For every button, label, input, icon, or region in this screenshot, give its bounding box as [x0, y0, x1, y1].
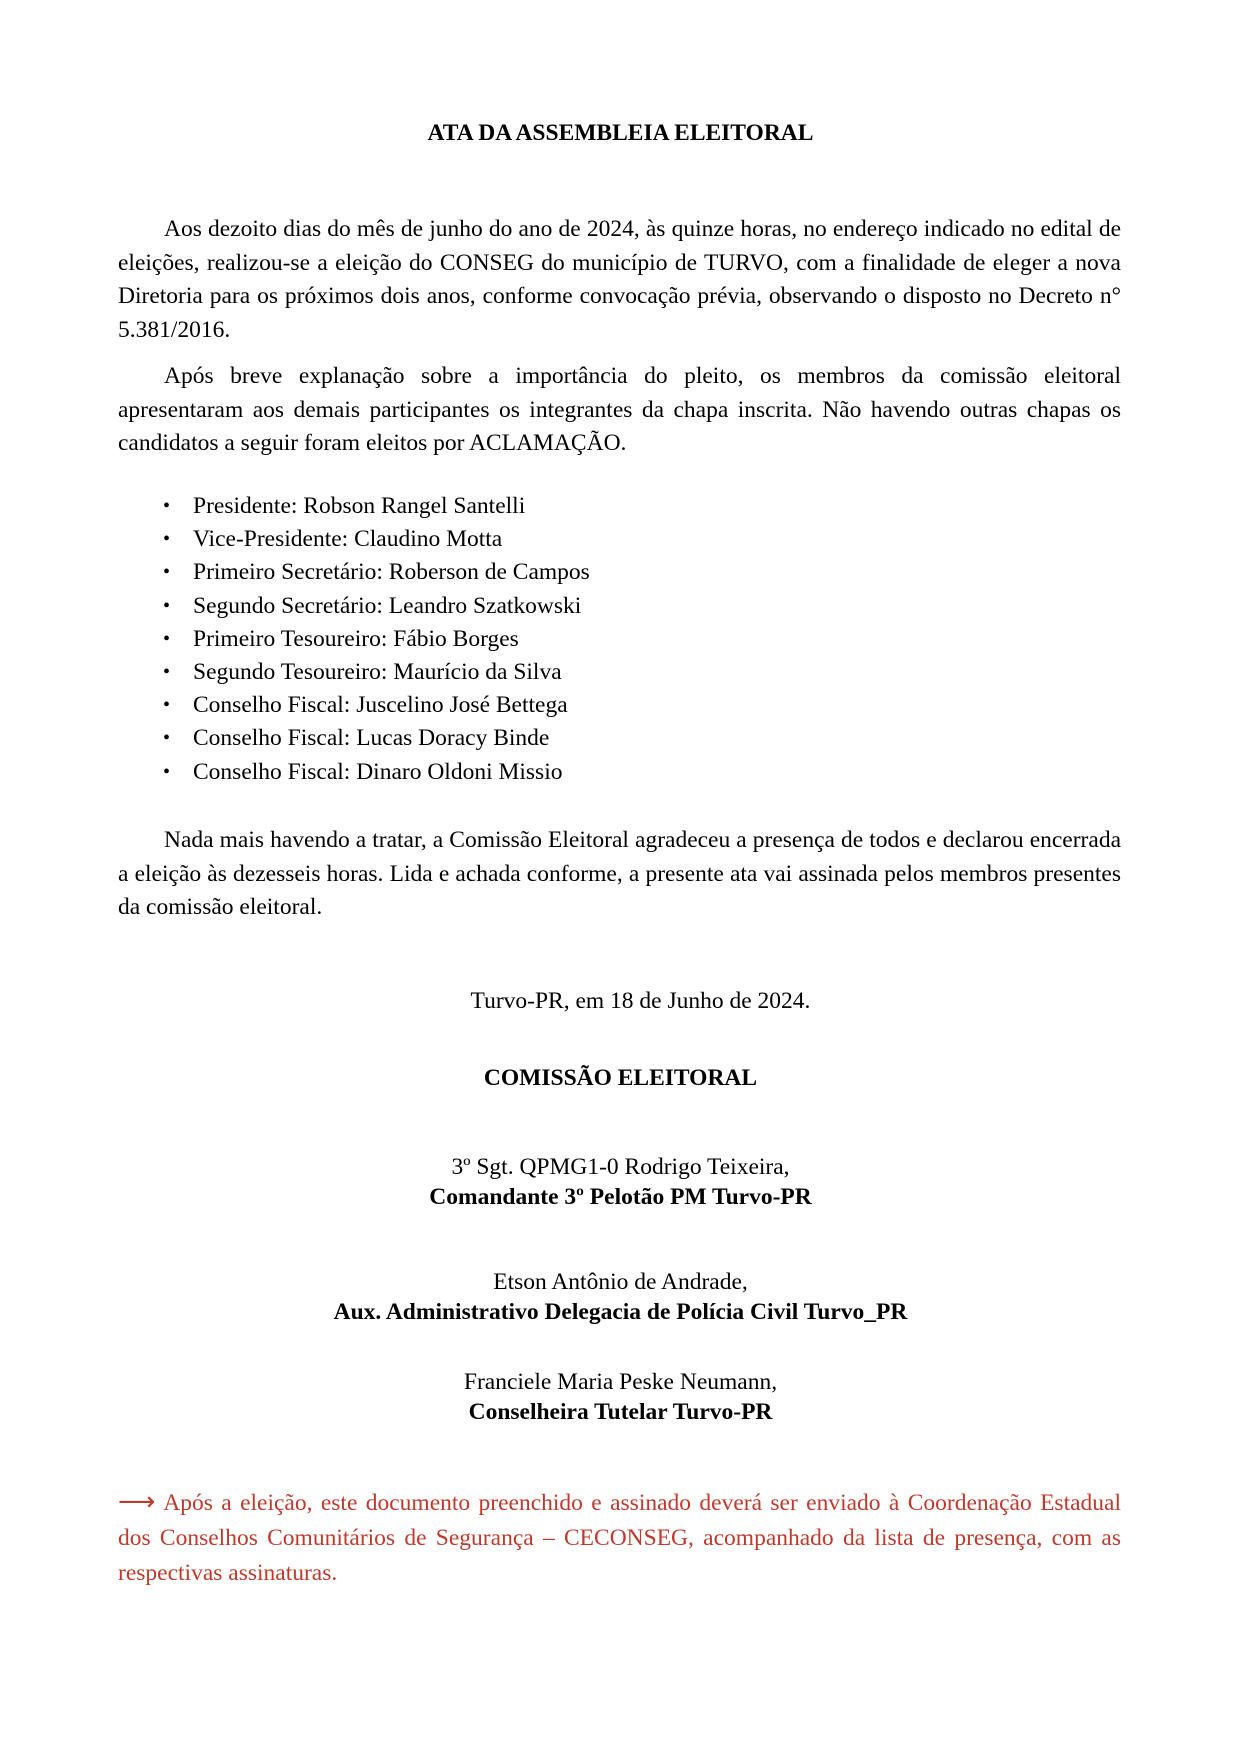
opening-paragraph: Aos dezoito dias do mês de junho do ano de 2024, às quinze horas, no endereço indicado no edital de eleições, realizou-se a eleição do CONSEG do município de TURVO, com a finalidade de eleger a nova Diretoria para os próximos dois anos, conforme convocação prévia, observando o disposto no Decreto n° 5.381/2016.	[118, 216, 1121, 343]
bullet-icon: •	[163, 694, 171, 717]
signatory-role: Aux. Administrativo Delegacia de Polícia Civil Turvo_PR	[333, 1299, 908, 1325]
bullet-icon: •	[163, 495, 171, 517]
place-date-line: Turvo-PR, em 18 de Junho de 2024.	[470, 988, 811, 1014]
bullet-icon: •	[163, 528, 171, 551]
elected-board-list	[163, 490, 590, 789]
list-item	[163, 523, 590, 556]
bullet-icon: •	[163, 627, 171, 650]
elected-member: Conselho Fiscal: Lucas Doracy Binde	[193, 725, 550, 752]
bullet-icon: •	[163, 760, 171, 783]
signatory-role: Conselheira Tutelar Turvo-PR	[468, 1399, 773, 1425]
list-item	[163, 756, 590, 789]
signatory-name: Etson Antônio de Andrade,	[493, 1269, 748, 1295]
document-title: ATA DA ASSEMBLEIA ELEITORAL	[427, 120, 814, 146]
elected-member: Segundo Tesoureiro: Maurício da Silva	[193, 659, 562, 686]
list-item	[163, 590, 590, 623]
elected-member: Segundo Secretário: Leandro Szatkowski	[193, 592, 582, 619]
bullet-icon: •	[163, 661, 171, 684]
elected-member: Primeiro Secretário: Roberson de Campos	[193, 559, 590, 586]
list-item	[163, 656, 590, 689]
bullet-icon: •	[163, 561, 171, 584]
arrow-right-icon: ⟶	[118, 1487, 156, 1517]
list-item	[163, 689, 590, 722]
elected-member: Presidente: Robson Rangel Santelli	[193, 493, 526, 519]
bullet-icon: •	[163, 594, 171, 617]
notice-text: Após a eleição, este documento preenchido e assinado deverá ser enviado à Coordenação Estadual dos Conselhos Comunitários de Segurança – CECONSEG, acompanhado da lista de presença, com as respectivas assinaturas.	[118, 1490, 1121, 1586]
signatory-name: Franciele Maria Peske Neumann,	[463, 1369, 778, 1395]
list-item	[163, 623, 590, 656]
signatory-name: 3º Sgt. QPMG1-0 Rodrigo Teixeira,	[451, 1154, 790, 1180]
elected-member: Vice-Presidente: Claudino Motta	[193, 526, 503, 553]
elected-member: Conselho Fiscal: Dinaro Oldoni Missio	[193, 758, 563, 785]
list-item	[163, 556, 590, 589]
elected-member: Conselho Fiscal: Juscelino José Bettega	[193, 692, 568, 719]
closing-paragraph: Nada mais havendo a tratar, a Comissão Eleitoral agradeceu a presença de todos e declarou encerrada a eleição às dezesseis horas. Lida e achada conforme, a presente ata vai assinada pelos membros presentes da comissão eleitoral.	[118, 827, 1121, 920]
elected-member: Primeiro Tesoureiro: Fábio Borges	[193, 625, 519, 652]
submission-notice	[118, 1485, 1121, 1591]
list-item	[163, 722, 590, 755]
signatory-role: Comandante 3º Pelotão PM Turvo-PR	[429, 1184, 812, 1210]
list-item	[163, 490, 590, 523]
acclamation-paragraph: Após breve explanação sobre a importância do pleito, os membros da comissão eleitoral apresentaram aos demais participantes os integrantes da chapa inscrita. Não havendo outras chapas os candidatos a seguir foram eleitos por ACLAMAÇÃO.	[118, 363, 1121, 456]
commission-title: COMISSÃO ELEITORAL	[483, 1065, 758, 1091]
bullet-icon: •	[163, 727, 171, 750]
